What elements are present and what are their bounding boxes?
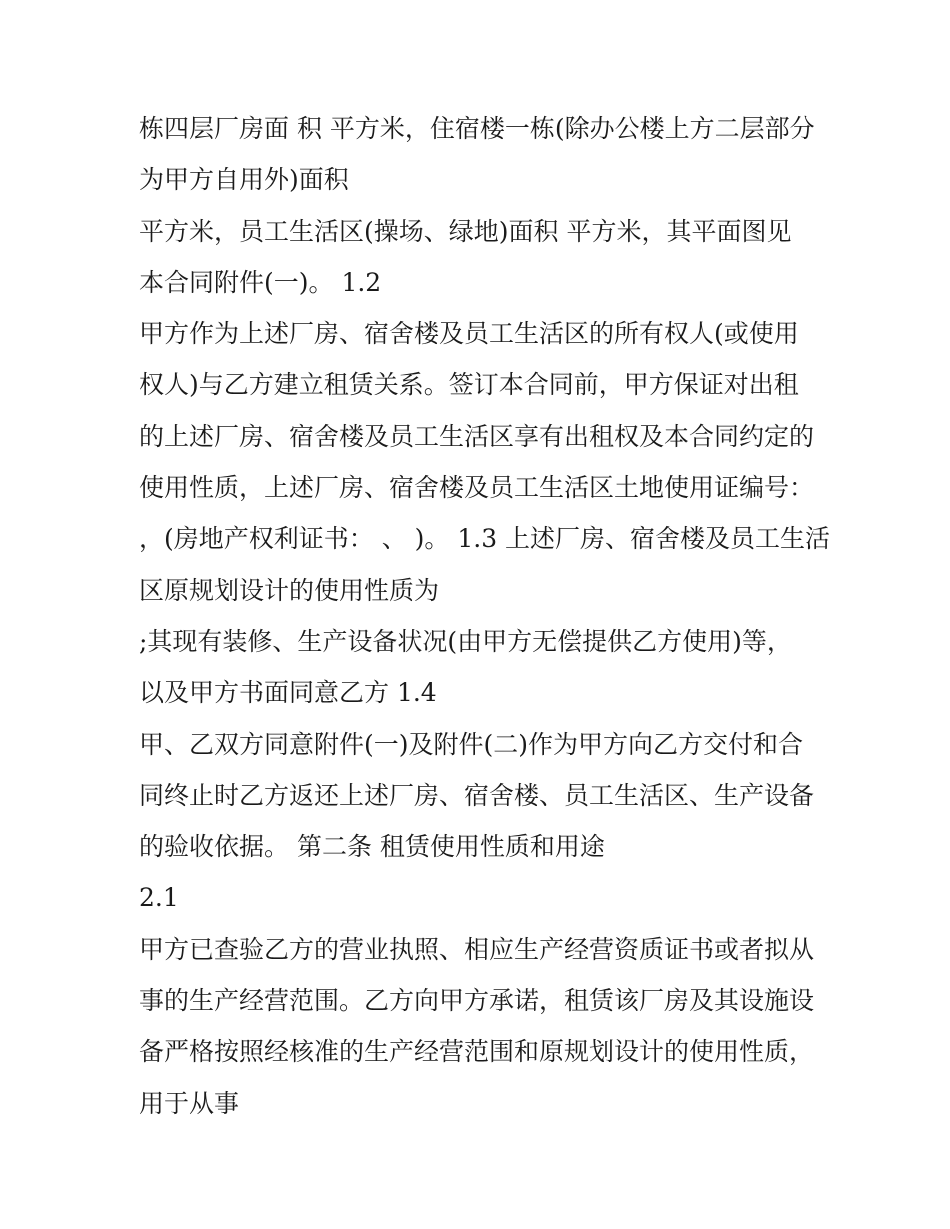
text-line: 本合同附件(一)。 1.2 (139, 267, 382, 297)
text-line: 为甲方自用外)面积 (139, 165, 349, 195)
text-line: 使用性质，上述厂房、宿舍楼及员工生活区土地使用证编号： (139, 473, 815, 503)
text-line: 备严格按照经核准的生产经营范围和原规划设计的使用性质， (139, 1037, 815, 1067)
text-line: ，(房地产权利证书： 、 )。 1.3 上述厂房、宿舍楼及员工生活 (139, 524, 831, 554)
text-line: 以及甲方书面同意乙方 1.4 (139, 678, 437, 708)
contract-text (139, 108, 839, 1134)
text-line: 平方米，员工生活区(操场、绿地)面积 平方米，其平面图见 (139, 216, 792, 246)
text-line: 的验收依据。 第二条 租赁使用性质和用途 (139, 832, 605, 862)
text-line: 同终止时乙方返还上述厂房、宿舍楼、员工生活区、生产设备 (139, 780, 815, 810)
text-line: 2.1 (139, 883, 179, 913)
text-line: 栋四层厂房面 积 平方米，住宿楼一栋(除办公楼上方二层部分 (139, 114, 815, 143)
text-line: 权人)与乙方建立租赁关系。签订本合同前，甲方保证对出租 (139, 370, 799, 400)
text-line: ;其现有装修、生产设备状况(由甲方无偿提供乙方使用)等， (139, 626, 792, 656)
text-line: 区原规划设计的使用性质为 (139, 575, 440, 605)
text-line: 甲、乙双方同意附件(一)及附件(二)作为甲方向乙方交付和合 (139, 729, 804, 759)
text-line: 甲方作为上述厂房、宿舍楼及员工生活区的所有权人(或使用 (139, 319, 799, 349)
text-line: 用于从事 (139, 1088, 240, 1118)
text-line: 甲方已查验乙方的营业执照、相应生产经营资质证书或者拟从 (139, 934, 815, 964)
text-line: 的上述厂房、宿舍楼及员工生活区享有出租权及本合同约定的 (139, 421, 815, 451)
text-line: 事的生产经营范围。乙方向甲方承诺，租赁该厂房及其设施设 (139, 986, 815, 1016)
